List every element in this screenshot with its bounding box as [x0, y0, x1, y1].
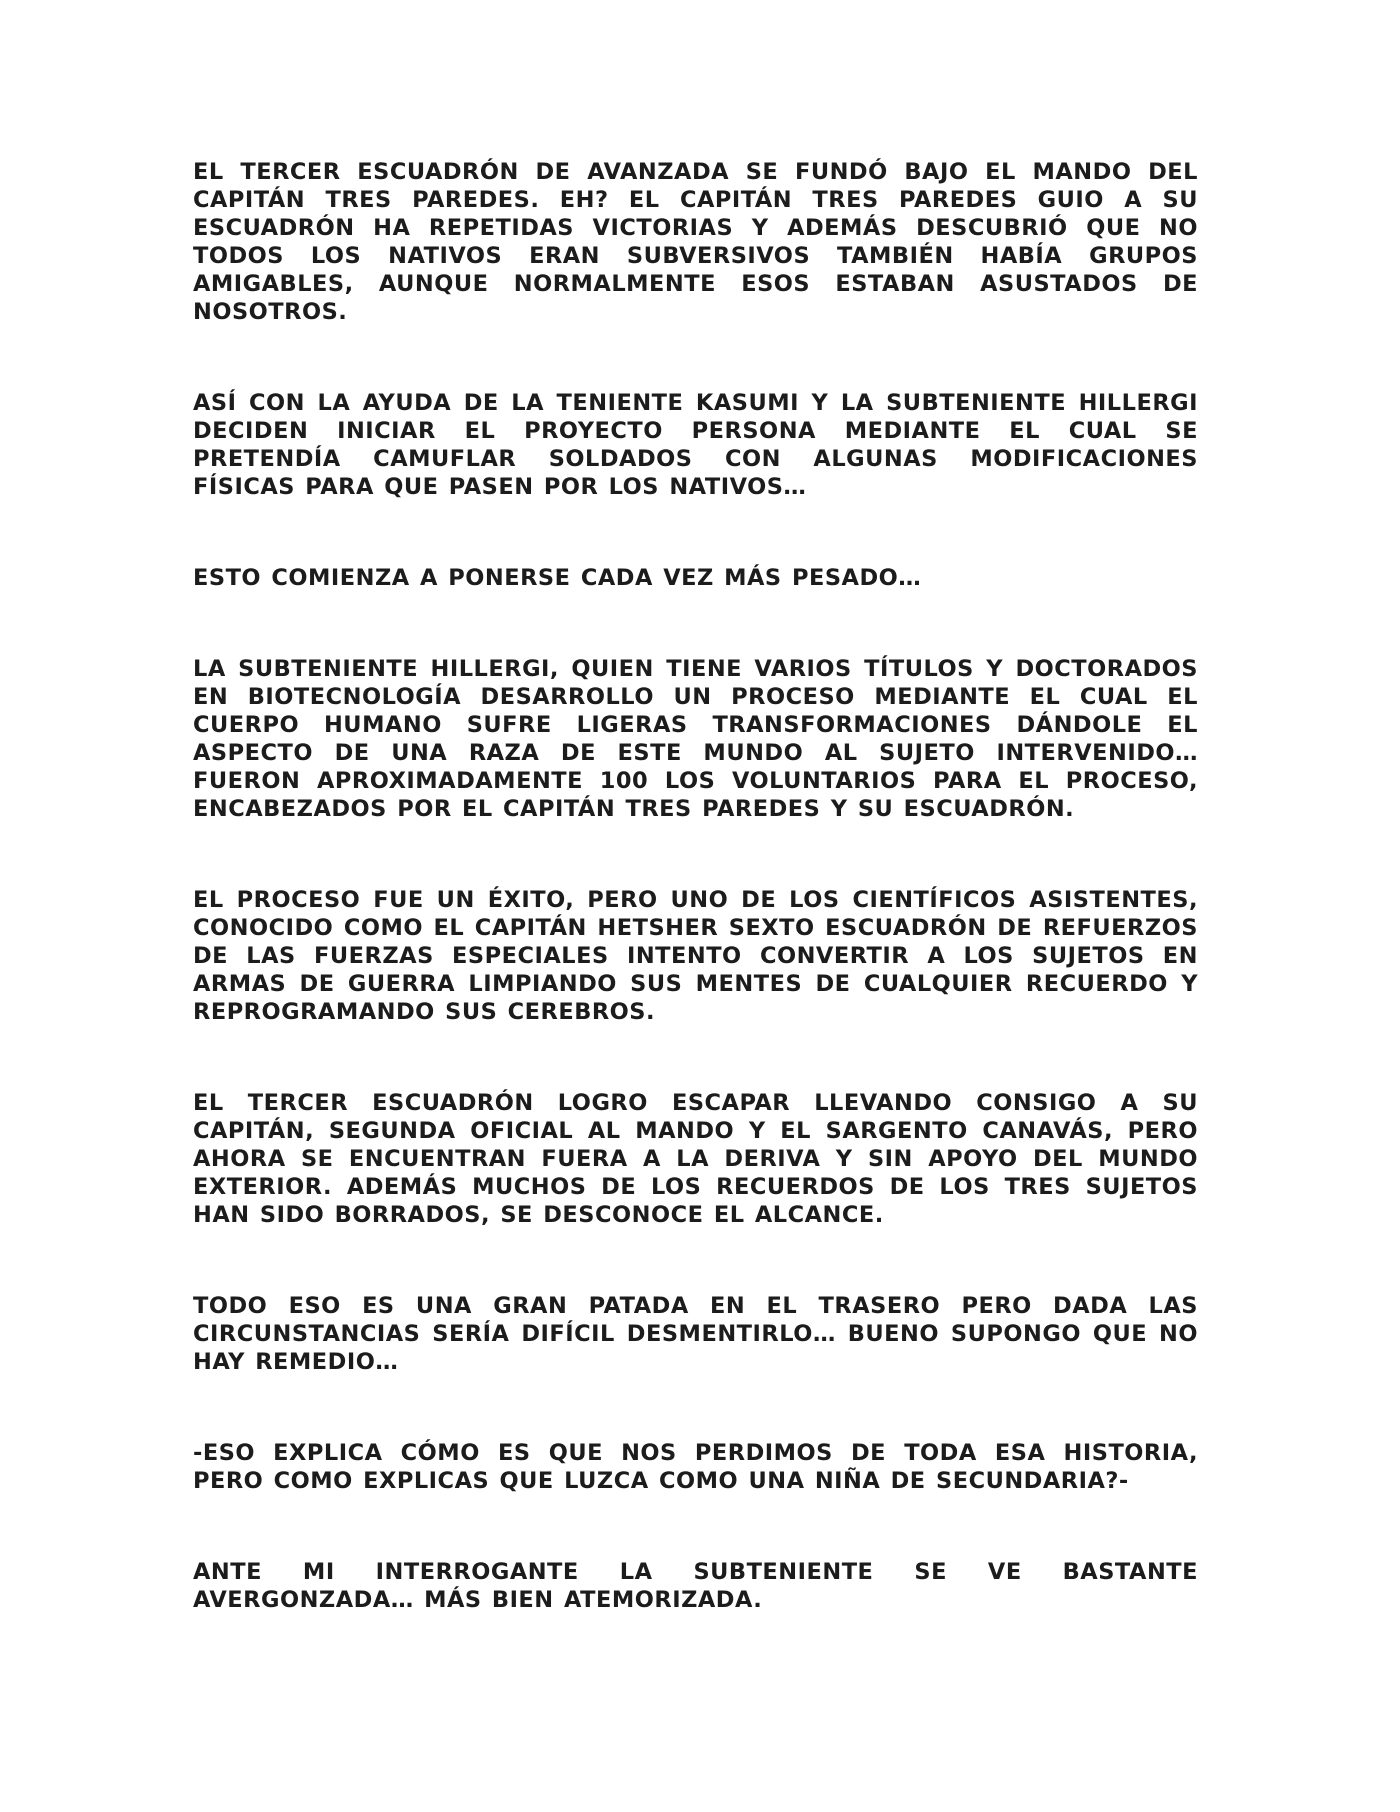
- paragraph-9: ANTE MI INTERROGANTE LA SUBTENIENTE SE VE BASTANTE AVERGONZADA… MÁS BIEN ATEMORIZADA.: [193, 1559, 1198, 1613]
- paragraph-1: EL TERCER ESCUADRÓN DE AVANZADA SE FUNDÓ BAJO EL MANDO DEL CAPITÁN TRES PAREDES. EH? EL CAPITÁN TRES PAREDES GUIO A SU ESCUADRÓN HA REPETIDAS VICTORIAS Y ADEMÁS DESCUBRIÓ QUE NO TODOS LOS NATIVOS ERAN SUBVERSIVOS TAMBIÉN HABÍA GRUPOS AMIGABLES, AUNQUE NORMALMENTE ESOS ESTABAN ASUSTADOS DE NOSOTROS.: [193, 159, 1198, 325]
- paragraph-2: ASÍ CON LA AYUDA DE LA TENIENTE KASUMI Y LA SUBTENIENTE HILLERGI DECIDEN INICIAR EL PROYECTO PERSONA MEDIANTE EL CUAL SE PRETENDÍA CAMUFLAR SOLDADOS CON ALGUNAS MODIFICACIONES FÍSICAS PARA QUE PASEN POR LOS NATIVOS…: [193, 390, 1198, 500]
- paragraph-8: -ESO EXPLICA CÓMO ES QUE NOS PERDIMOS DE TODA ESA HISTORIA, PERO COMO EXPLICAS QUE LUZCA COMO UNA NIÑA DE SECUNDARIA?-: [193, 1440, 1198, 1494]
- paragraph-5: EL PROCESO FUE UN ÉXITO, PERO UNO DE LOS CIENTÍFICOS ASISTENTES, CONOCIDO COMO EL CAPITÁN HETSHER SEXTO ESCUADRÓN DE REFUERZOS DE LAS FUERZAS ESPECIALES INTENTO CONVERTIR A LOS SUJETOS EN ARMAS DE GUERRA LIMPIANDO SUS MENTES DE CUALQUIER RECUERDO Y REPROGRAMANDO SUS CEREBROS.: [193, 887, 1198, 1025]
- paragraph-4: LA SUBTENIENTE HILLERGI, QUIEN TIENE VARIOS TÍTULOS Y DOCTORADOS EN BIOTECNOLOGÍA DESARROLLO UN PROCESO MEDIANTE EL CUAL EL CUERPO HUMANO SUFRE LIGERAS TRANSFORMACIONES DÁNDOLE EL ASPECTO DE UNA RAZA DE ESTE MUNDO AL SUJETO INTERVENIDO… FUERON APROXIMADAMENTE 100 LOS VOLUNTARIOS PARA EL PROCESO, ENCABEZADOS POR EL CAPITÁN TRES PAREDES Y SU ESCUADRÓN.: [193, 656, 1198, 822]
- paragraph-6: EL TERCER ESCUADRÓN LOGRO ESCAPAR LLEVANDO CONSIGO A SU CAPITÁN, SEGUNDA OFICIAL AL MANDO Y EL SARGENTO CANAVÁS, PERO AHORA SE ENCUENTRAN FUERA A LA DERIVA Y SIN APOYO DEL MUNDO EXTERIOR. ADEMÁS MUCHOS DE LOS RECUERDOS DE LOS TRES SUJETOS HAN SIDO BORRADOS, SE DESCONOCE EL ALCANCE.: [193, 1090, 1198, 1228]
- text-column: [193, 158, 1198, 1614]
- paragraph-3: ESTO COMIENZA A PONERSE CADA VEZ MÁS PESADO…: [193, 565, 922, 591]
- paragraph-7: TODO ESO ES UNA GRAN PATADA EN EL TRASERO PERO DADA LAS CIRCUNSTANCIAS SERÍA DIFÍCIL DESMENTIRLO… BUENO SUPONGO QUE NO HAY REMEDIO…: [193, 1293, 1198, 1375]
